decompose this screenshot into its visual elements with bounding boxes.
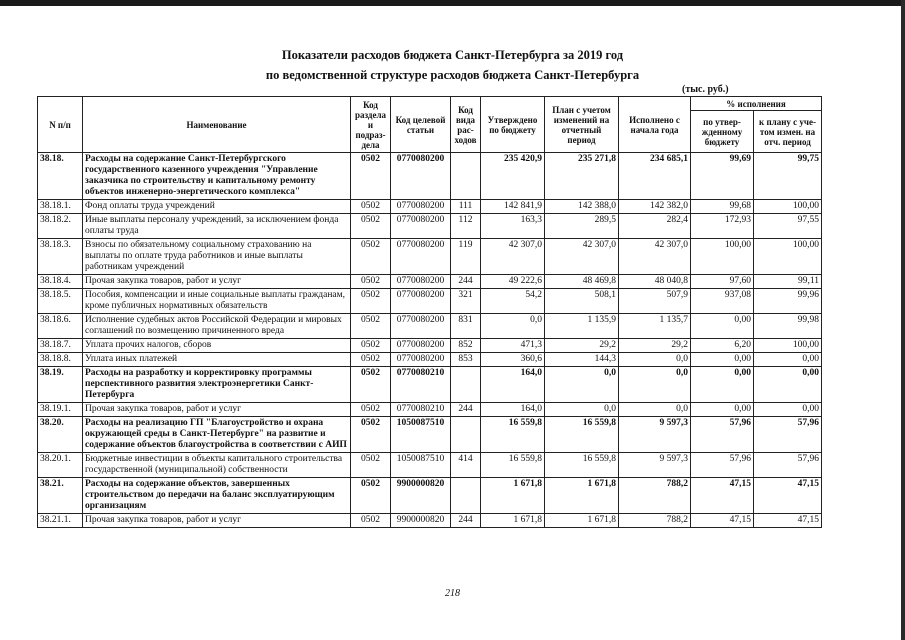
row-kind-code: 111 — [451, 200, 481, 214]
row-pct-budget: 0,00 — [691, 367, 754, 403]
row-section-code: 0502 — [351, 289, 391, 314]
row-pct-plan: 47,15 — [754, 478, 822, 514]
row-pct-budget: 172,93 — [691, 214, 754, 239]
row-number: 38.18.3. — [38, 239, 83, 275]
row-approved: 164,0 — [481, 367, 545, 403]
row-plan: 48 469,8 — [545, 275, 619, 289]
row-section-code: 0502 — [351, 314, 391, 339]
row-number: 38.21.1. — [38, 514, 83, 528]
row-kind-code: 244 — [451, 403, 481, 417]
row-target-code: 0770080200 — [391, 289, 451, 314]
table-row — [38, 353, 822, 367]
row-executed: 788,2 — [619, 514, 691, 528]
row-name: Фонд оплаты труда учреждений — [83, 200, 351, 214]
row-kind-code — [451, 478, 481, 514]
row-section-code: 0502 — [351, 453, 391, 478]
row-executed: 788,2 — [619, 478, 691, 514]
row-plan: 1 671,8 — [545, 514, 619, 528]
table-row — [38, 339, 822, 353]
row-plan: 144,3 — [545, 353, 619, 367]
table-row — [38, 275, 822, 289]
row-executed: 507,9 — [619, 289, 691, 314]
row-pct-plan: 100,00 — [754, 339, 822, 353]
row-number: 38.18.4. — [38, 275, 83, 289]
row-executed: 0,0 — [619, 353, 691, 367]
row-executed: 1 135,7 — [619, 314, 691, 339]
row-approved: 164,0 — [481, 403, 545, 417]
row-pct-plan: 99,11 — [754, 275, 822, 289]
row-pct-budget: 0,00 — [691, 314, 754, 339]
document-subtitle: по ведомственной структуре расходов бюджета Санкт-Петербурга — [265, 68, 640, 82]
row-pct-budget: 6,20 — [691, 339, 754, 353]
table-row — [38, 453, 822, 478]
row-approved: 360,6 — [481, 353, 545, 367]
row-section-code: 0502 — [351, 403, 391, 417]
row-number: 38.18.5. — [38, 289, 83, 314]
row-target-code: 0770080200 — [391, 239, 451, 275]
row-plan: 0,0 — [545, 367, 619, 403]
header-kind: Код вида рас-ходов — [451, 97, 481, 153]
table-row — [38, 214, 822, 239]
row-target-code: 0770080200 — [391, 339, 451, 353]
row-number: 38.20.1. — [38, 453, 83, 478]
row-pct-plan: 100,00 — [754, 200, 822, 214]
row-approved: 0,0 — [481, 314, 545, 339]
row-pct-budget: 47,15 — [691, 514, 754, 528]
row-approved: 49 222,6 — [481, 275, 545, 289]
row-target-code: 0770080200 — [391, 353, 451, 367]
row-target-code: 0770080200 — [391, 214, 451, 239]
row-target-code: 9900000820 — [391, 514, 451, 528]
row-name: Расходы на реализацию ГП "Благоустройство и охрана окружающей среды в Санкт-Петербурге" на развитие и содержание объектов благоустройства в соответствии с АИП — [83, 417, 351, 453]
row-kind-code: 244 — [451, 514, 481, 528]
row-pct-budget: 97,60 — [691, 275, 754, 289]
row-name: Прочая закупка товаров, работ и услуг — [83, 514, 351, 528]
page-number: 218 — [445, 588, 460, 599]
row-pct-plan: 0,00 — [754, 367, 822, 403]
row-number: 38.18.6. — [38, 314, 83, 339]
row-number: 38.18.2. — [38, 214, 83, 239]
row-number: 38.21. — [38, 478, 83, 514]
row-number: 38.19.1. — [38, 403, 83, 417]
row-kind-code — [451, 153, 481, 200]
scan-edge-top — [0, 0, 905, 6]
row-pct-budget: 57,96 — [691, 417, 754, 453]
row-pct-plan: 99,96 — [754, 289, 822, 314]
row-plan: 0,0 — [545, 403, 619, 417]
header-pct-budget: по утвер-жденному бюджету — [691, 111, 754, 153]
row-executed: 29,2 — [619, 339, 691, 353]
row-target-code: 9900000820 — [391, 478, 451, 514]
row-pct-plan: 57,96 — [754, 417, 822, 453]
table-row — [38, 239, 822, 275]
row-kind-code: 244 — [451, 275, 481, 289]
row-kind-code: 119 — [451, 239, 481, 275]
row-executed: 142 382,0 — [619, 200, 691, 214]
row-plan: 508,1 — [545, 289, 619, 314]
row-section-code: 0502 — [351, 478, 391, 514]
row-approved: 42 307,0 — [481, 239, 545, 275]
row-executed: 282,4 — [619, 214, 691, 239]
row-name: Уплата иных платежей — [83, 353, 351, 367]
table-row — [38, 514, 822, 528]
row-approved: 142 841,9 — [481, 200, 545, 214]
row-kind-code: 112 — [451, 214, 481, 239]
row-pct-plan: 100,00 — [754, 239, 822, 275]
row-pct-plan: 0,00 — [754, 403, 822, 417]
row-name: Пособия, компенсации и иные социальные выплаты гражданам, кроме публичных нормативных обязательств — [83, 289, 351, 314]
header-executed: Исполнено с начала года — [619, 97, 691, 153]
row-approved: 16 559,8 — [481, 417, 545, 453]
row-section-code: 0502 — [351, 275, 391, 289]
row-section-code: 0502 — [351, 200, 391, 214]
row-plan: 16 559,8 — [545, 453, 619, 478]
row-name: Прочая закупка товаров, работ и услуг — [83, 403, 351, 417]
row-plan: 142 388,0 — [545, 200, 619, 214]
row-section-code: 0502 — [351, 514, 391, 528]
row-plan: 16 559,8 — [545, 417, 619, 453]
row-pct-budget: 99,69 — [691, 153, 754, 200]
row-pct-budget: 100,00 — [691, 239, 754, 275]
row-number: 38.19. — [38, 367, 83, 403]
row-kind-code: 852 — [451, 339, 481, 353]
row-executed: 0,0 — [619, 367, 691, 403]
header-pct-plan: к плану с уче-том измен. на отч. период — [754, 111, 822, 153]
document-title: Показатели расходов бюджета Санкт-Петербурга за 2019 год — [281, 48, 624, 62]
units-label: (тыс. руб.) — [682, 84, 729, 95]
row-target-code: 0770080210 — [391, 403, 451, 417]
row-name: Прочая закупка товаров, работ и услуг — [83, 275, 351, 289]
row-pct-plan: 99,98 — [754, 314, 822, 339]
row-section-code: 0502 — [351, 367, 391, 403]
row-section-code: 0502 — [351, 214, 391, 239]
row-approved: 16 559,8 — [481, 453, 545, 478]
row-executed: 9 597,3 — [619, 417, 691, 453]
row-pct-budget: 47,15 — [691, 478, 754, 514]
header-approved: Утверждено по бюджету — [481, 97, 545, 153]
header-no: N п/п — [38, 97, 83, 153]
row-plan: 289,5 — [545, 214, 619, 239]
row-target-code: 0770080200 — [391, 275, 451, 289]
row-section-code: 0502 — [351, 417, 391, 453]
row-name: Исполнение судебных актов Российской Федерации и мировых соглашений по возмещению причиненного вреда — [83, 314, 351, 339]
row-approved: 471,3 — [481, 339, 545, 353]
row-plan: 1 135,9 — [545, 314, 619, 339]
row-number: 38.18.1. — [38, 200, 83, 214]
row-executed: 9 597,3 — [619, 453, 691, 478]
table-row — [38, 478, 822, 514]
table-body — [38, 153, 822, 528]
header-name: Наименование — [83, 97, 351, 153]
row-section-code: 0502 — [351, 339, 391, 353]
row-target-code: 0770080200 — [391, 153, 451, 200]
header-section: Код раздела и подраз-дела — [351, 97, 391, 153]
row-kind-code: 414 — [451, 453, 481, 478]
row-pct-budget: 0,00 — [691, 353, 754, 367]
row-pct-budget: 937,08 — [691, 289, 754, 314]
row-number: 38.18.8. — [38, 353, 83, 367]
table-row — [38, 289, 822, 314]
row-number: 38.18. — [38, 153, 83, 200]
row-name: Взносы по обязательному социальному страхованию на выплаты по оплате труда работников и иные выплаты работникам учреждений — [83, 239, 351, 275]
row-plan: 1 671,8 — [545, 478, 619, 514]
row-name: Расходы на разработку и корректировку программы перспективного развития электроэнергетики Санкт-Петербурга — [83, 367, 351, 403]
row-pct-plan: 99,75 — [754, 153, 822, 200]
row-executed: 234 685,1 — [619, 153, 691, 200]
row-section-code: 0502 — [351, 353, 391, 367]
row-kind-code: 831 — [451, 314, 481, 339]
header-target: Код целевой статьи — [391, 97, 451, 153]
row-number: 38.20. — [38, 417, 83, 453]
row-pct-budget: 57,96 — [691, 453, 754, 478]
row-number: 38.18.7. — [38, 339, 83, 353]
row-name: Иные выплаты персоналу учреждений, за исключением фонда оплаты труда — [83, 214, 351, 239]
table-row — [38, 200, 822, 214]
row-pct-plan: 0,00 — [754, 353, 822, 367]
row-name: Расходы на содержание Санкт-Петербургского государственного казенного учреждения "Управление заказчика по строительству и капитальному ремонту объектов инженерно-энергетического комплекса" — [83, 153, 351, 200]
row-kind-code — [451, 367, 481, 403]
row-target-code: 0770080200 — [391, 200, 451, 214]
row-pct-plan: 57,96 — [754, 453, 822, 478]
row-target-code: 1050087510 — [391, 453, 451, 478]
row-pct-plan: 97,55 — [754, 214, 822, 239]
row-pct-plan: 47,15 — [754, 514, 822, 528]
row-approved: 163,3 — [481, 214, 545, 239]
row-executed: 0,0 — [619, 403, 691, 417]
row-plan: 235 271,8 — [545, 153, 619, 200]
row-approved: 1 671,8 — [481, 478, 545, 514]
row-section-code: 0502 — [351, 239, 391, 275]
row-section-code: 0502 — [351, 153, 391, 200]
table-row — [38, 367, 822, 403]
row-kind-code: 321 — [451, 289, 481, 314]
row-pct-budget: 0,00 — [691, 403, 754, 417]
row-kind-code — [451, 417, 481, 453]
row-executed: 48 040,8 — [619, 275, 691, 289]
scan-edge-right — [901, 0, 905, 640]
row-name: Уплата прочих налогов, сборов — [83, 339, 351, 353]
row-name: Бюджетные инвестиции в объекты капитального строительства государственной (муниципальной) собственности — [83, 453, 351, 478]
row-executed: 42 307,0 — [619, 239, 691, 275]
header-percent-group: % исполнения — [691, 97, 822, 111]
table-row — [38, 153, 822, 200]
row-name: Расходы на содержание объектов, завершенных строительством до передачи на баланс эксплуатирующим организациям — [83, 478, 351, 514]
budget-table — [37, 96, 822, 528]
table-row — [38, 403, 822, 417]
row-kind-code: 853 — [451, 353, 481, 367]
row-approved: 54,2 — [481, 289, 545, 314]
table-row — [38, 314, 822, 339]
row-target-code: 0770080210 — [391, 367, 451, 403]
row-plan: 42 307,0 — [545, 239, 619, 275]
row-approved: 1 671,8 — [481, 514, 545, 528]
row-approved: 235 420,9 — [481, 153, 545, 200]
row-plan: 29,2 — [545, 339, 619, 353]
header-plan: План с учетом изменений на отчетный период — [545, 97, 619, 153]
row-target-code: 1050087510 — [391, 417, 451, 453]
table-row — [38, 417, 822, 453]
row-target-code: 0770080200 — [391, 314, 451, 339]
row-pct-budget: 99,68 — [691, 200, 754, 214]
